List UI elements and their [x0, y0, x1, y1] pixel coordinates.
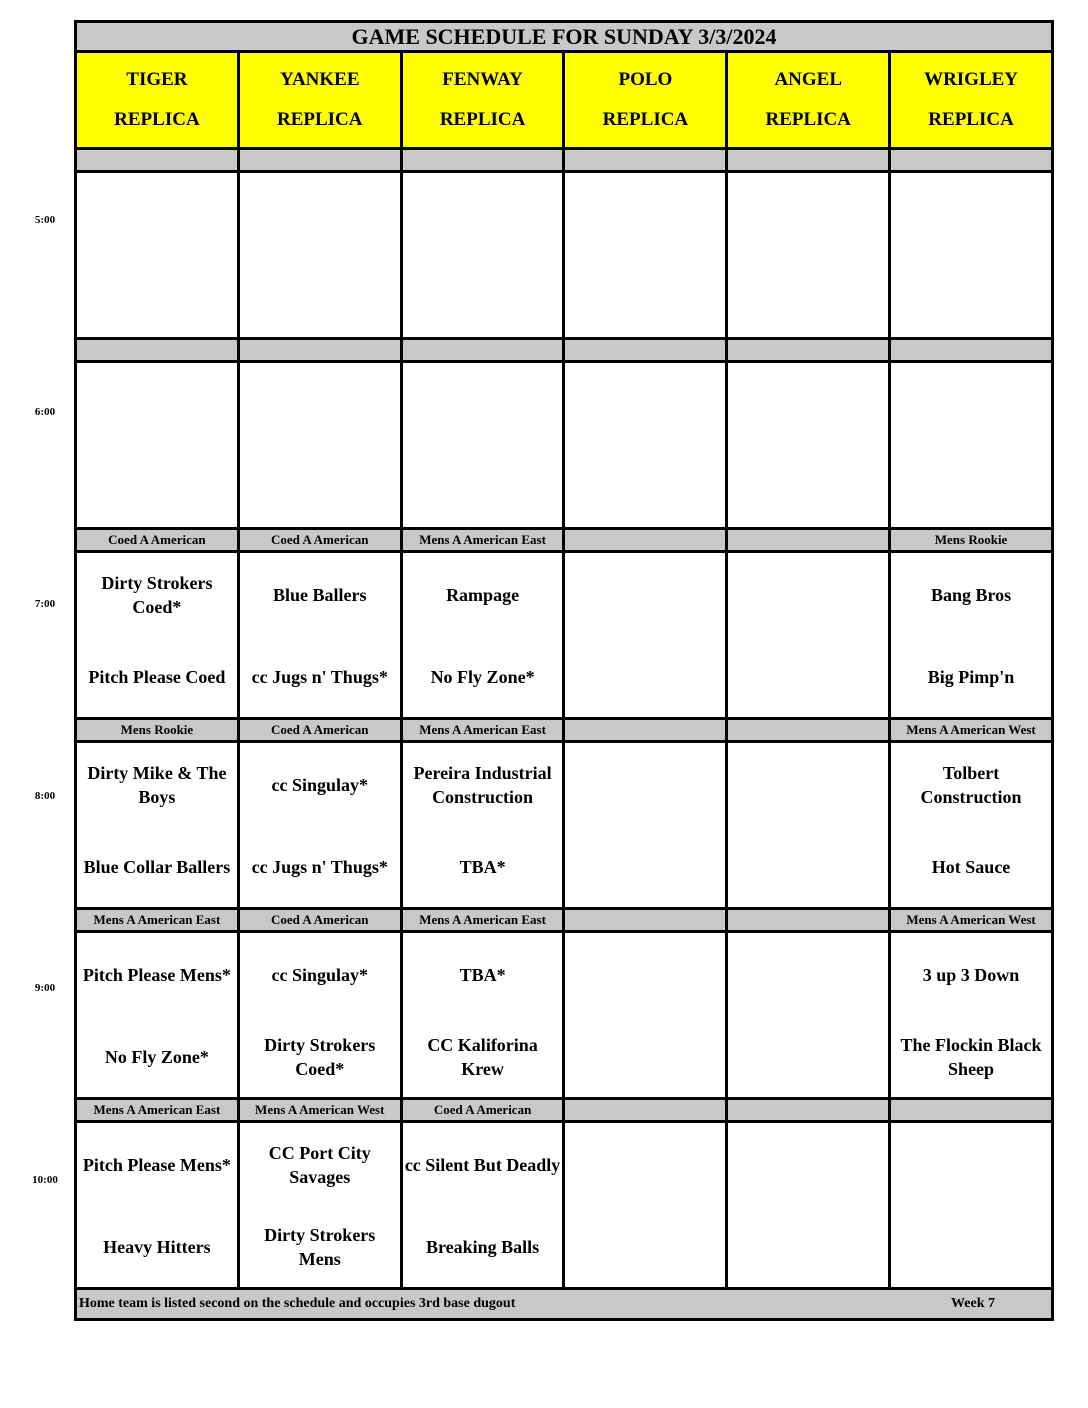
home-team: Breaking Balls: [425, 1236, 540, 1257]
home-team: [728, 641, 888, 713]
division-label: Mens A American East: [74, 1097, 240, 1123]
game-cell: [400, 550, 566, 720]
venue-name: YANKEE: [279, 69, 360, 90]
game-cell: [725, 930, 891, 1100]
home-team: [565, 641, 725, 713]
game-cell: [74, 360, 240, 530]
game-cell: [74, 1120, 240, 1290]
away-team: [565, 559, 725, 631]
game-cell: [725, 360, 891, 530]
game-cell: [400, 740, 566, 910]
game-cell: [237, 740, 403, 910]
away-team: cc Silent But Deadly: [404, 1154, 561, 1175]
division-label: Mens A American West: [888, 907, 1054, 933]
game-row: [74, 553, 1054, 720]
home-team: [891, 451, 1051, 523]
away-team: [565, 939, 725, 1011]
home-team: Pitch Please Coed: [88, 666, 226, 687]
game-cell: [562, 170, 728, 340]
time-slots: [74, 150, 1054, 1290]
game-row: [74, 743, 1054, 910]
venue-name: WRIGLEY: [924, 69, 1019, 90]
home-team: [728, 1211, 888, 1283]
game-cell: [562, 360, 728, 530]
game-cell: [725, 170, 891, 340]
away-team: Pereira Industrial Construction: [413, 762, 552, 807]
home-team: Hot Sauce: [931, 856, 1011, 877]
home-team: TBA*: [459, 856, 506, 877]
game-cell: [725, 740, 891, 910]
game-cell: [74, 170, 240, 340]
venue-name: POLO: [618, 69, 673, 90]
home-team: [403, 451, 563, 523]
away-team: cc Singulay*: [271, 774, 368, 795]
home-team: No Fly Zone*: [430, 666, 535, 687]
venue-tiger: [74, 50, 240, 150]
away-team: [728, 749, 888, 821]
game-cell: [237, 1120, 403, 1290]
home-team: [77, 451, 237, 523]
away-team: TBA*: [459, 964, 506, 985]
division-label: Mens A American East: [74, 907, 240, 933]
away-team: 3 up 3 Down: [922, 964, 1020, 985]
home-team: [565, 261, 725, 333]
home-team: [728, 451, 888, 523]
home-team: cc Jugs n' Thugs*: [251, 856, 388, 877]
division-label: Mens A American East: [400, 527, 566, 553]
home-team: The Flockin Black Sheep: [900, 1034, 1042, 1079]
game-cell: [74, 740, 240, 910]
schedule-sheet: [74, 20, 1054, 1321]
game-cell: [400, 360, 566, 530]
division-label: Coed A American: [237, 907, 403, 933]
home-team: cc Jugs n' Thugs*: [251, 666, 388, 687]
away-team: Rampage: [446, 584, 520, 605]
venue-sub: REPLICA: [765, 109, 851, 130]
away-team: [565, 1129, 725, 1201]
division-label: Coed A American: [237, 527, 403, 553]
away-team: [565, 369, 725, 441]
game-cell: [888, 740, 1054, 910]
game-cell: [237, 360, 403, 530]
venue-header-row: [74, 53, 1054, 150]
division-label: Coed A American: [74, 527, 240, 553]
game-cell: [237, 930, 403, 1100]
division-label: Mens A American East: [400, 907, 566, 933]
home-team: [565, 1211, 725, 1283]
time-label: 9:00: [34, 982, 56, 994]
away-team: [77, 179, 237, 251]
game-row: [74, 1123, 1054, 1290]
venue-fenway: [400, 50, 566, 150]
venue-polo: [562, 50, 728, 150]
game-cell: [74, 930, 240, 1100]
game-cell: [725, 550, 891, 720]
away-team: CC Port City Savages: [268, 1142, 371, 1187]
division-label: Coed A American: [400, 1097, 566, 1123]
away-team: [728, 1129, 888, 1201]
away-team: [891, 1129, 1051, 1201]
game-cell: [400, 170, 566, 340]
venue-wrigley: [888, 50, 1054, 150]
venue-sub: REPLICA: [276, 109, 363, 130]
home-team: [565, 451, 725, 523]
away-team: Blue Ballers: [272, 584, 367, 605]
game-cell: [237, 550, 403, 720]
game-cell: [74, 550, 240, 720]
venue-sub: REPLICA: [114, 109, 200, 130]
time-label: 5:00: [34, 214, 56, 226]
division-label: Mens Rookie: [74, 717, 240, 743]
division-label: Mens A American East: [400, 717, 566, 743]
home-team: [728, 1021, 888, 1093]
venue-sub: REPLICA: [439, 109, 526, 130]
away-team: [403, 179, 563, 251]
home-team: CC Kaliforina Krew: [427, 1034, 538, 1079]
home-team: [240, 451, 400, 523]
home-team: [891, 261, 1051, 333]
game-cell: [562, 930, 728, 1100]
venue-sub: REPLICA: [602, 109, 689, 130]
away-team: [240, 369, 400, 441]
division-label: Mens A American West: [237, 1097, 403, 1123]
home-team: [728, 261, 888, 333]
away-team: Dirty Mike & The Boys: [87, 762, 227, 807]
away-team: [565, 749, 725, 821]
home-team: [728, 831, 888, 903]
game-cell: [888, 360, 1054, 530]
game-row: [74, 363, 1054, 530]
away-team: [565, 179, 725, 251]
game-cell: [562, 550, 728, 720]
game-cell: [562, 740, 728, 910]
game-cell: [400, 1120, 566, 1290]
venue-yankee: [237, 50, 403, 150]
time-label: 7:00: [34, 598, 56, 610]
away-team: [728, 369, 888, 441]
home-team: Dirty Strokers Coed*: [264, 1034, 376, 1079]
game-cell: [888, 930, 1054, 1100]
away-team: Bang Bros: [930, 584, 1012, 605]
away-team: cc Singulay*: [271, 964, 368, 985]
home-team: Heavy Hitters: [103, 1236, 211, 1257]
game-cell: [888, 170, 1054, 340]
game-row: [74, 933, 1054, 1100]
home-team: Blue Collar Ballers: [83, 856, 231, 877]
game-cell: [888, 1120, 1054, 1290]
away-team: [891, 369, 1051, 441]
away-team: [891, 179, 1051, 251]
home-team: Big Pimp'n: [927, 666, 1015, 687]
away-team: [403, 369, 563, 441]
schedule-footer: [74, 1287, 1054, 1321]
time-label: 8:00: [34, 790, 56, 802]
away-team: Pitch Please Mens*: [82, 964, 231, 985]
division-label: Mens Rookie: [888, 527, 1054, 553]
away-team: [77, 369, 237, 441]
home-team: No Fly Zone*: [104, 1046, 209, 1067]
division-label: Mens A American West: [888, 717, 1054, 743]
schedule-title: GAME SCHEDULE FOR SUNDAY 3/3/2024: [74, 20, 1054, 53]
time-label: 6:00: [34, 406, 56, 418]
home-team: Dirty Strokers Mens: [264, 1224, 376, 1269]
game-cell: [400, 930, 566, 1100]
away-team: Dirty Strokers Coed*: [101, 572, 213, 617]
home-team: [565, 831, 725, 903]
venue-name: ANGEL: [774, 69, 843, 90]
away-team: Tolbert Construction: [920, 762, 1022, 807]
game-cell: [725, 1120, 891, 1290]
home-team: [403, 261, 563, 333]
home-team: [240, 261, 400, 333]
game-cell: [888, 550, 1054, 720]
home-team: [77, 261, 237, 333]
footer-note: Home team is listed second on the schedule and occupies 3rd base dugout: [79, 1296, 516, 1311]
away-team: Pitch Please Mens*: [82, 1154, 231, 1175]
game-cell: [562, 1120, 728, 1290]
game-cell: [237, 170, 403, 340]
venue-name: FENWAY: [442, 69, 523, 90]
time-label: 10:00: [32, 1174, 58, 1186]
away-team: [240, 179, 400, 251]
home-team: [891, 1211, 1051, 1283]
venue-sub: REPLICA: [928, 109, 1014, 130]
venue-name: TIGER: [126, 69, 188, 90]
venue-angel: [725, 50, 891, 150]
away-team: [728, 559, 888, 631]
away-team: [728, 179, 888, 251]
division-label: Coed A American: [237, 717, 403, 743]
away-team: [728, 939, 888, 1011]
home-team: [565, 1021, 725, 1093]
week-label: Week 7: [951, 1296, 995, 1311]
game-row: [74, 173, 1054, 340]
